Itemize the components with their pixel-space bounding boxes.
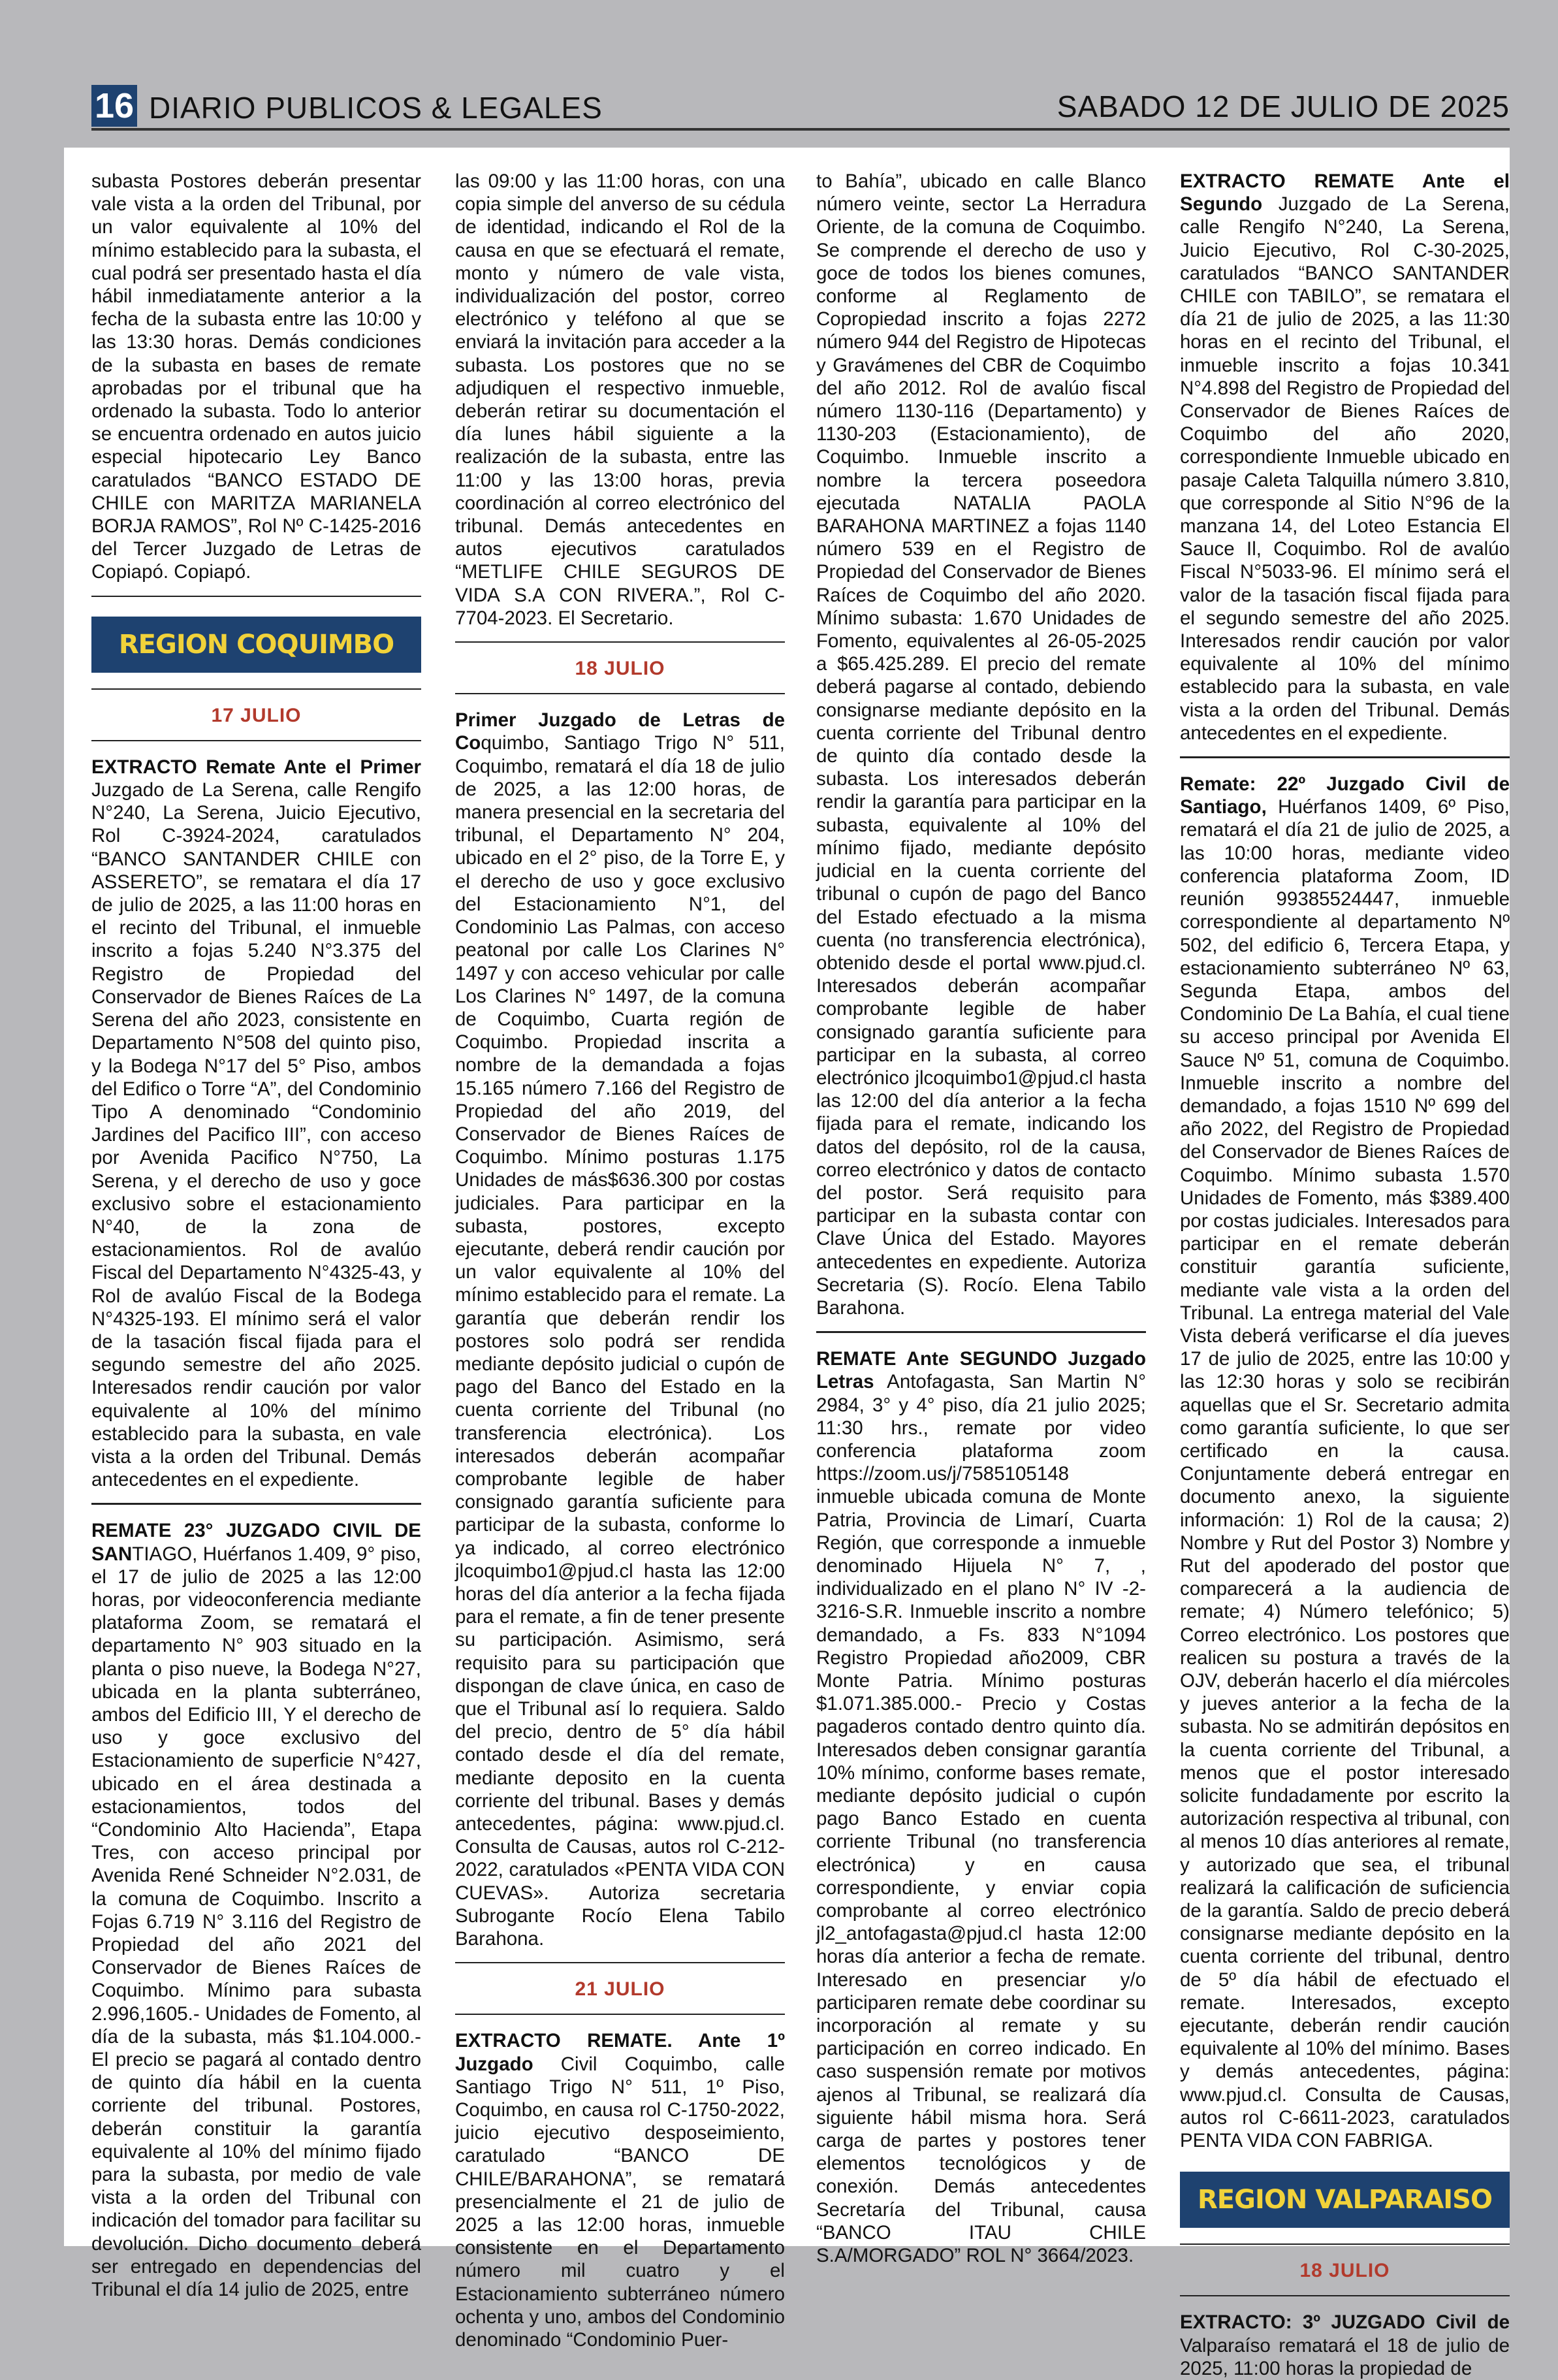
divider	[91, 740, 421, 741]
notice-lead: EXTRACTO REMATE Ante el Segundo	[1180, 170, 1510, 216]
notice-text	[455, 709, 785, 1950]
notice-body: Antofagasta, San Martin N° 2984, 3° y 4° piso, día 21 julio 2025; 11:30 hrs., remate por video conferencia plataforma zoom https://zoom.us/j/7585105148 inmueble ubicada comuna de Monte Patria, Provincia de Limarí, Cuarta Región, que corresponde a inmueble denominado Hijuela N° 7, , individualizado en el plano N° IV -2-3216-S.R. Inmueble inscrito a nombre demandado, a Fs. 833 N°1094 Registro Propiedad año2009, CBR Monte Patria. Mínimo posturas $1.071.385.000.- Precio y Costas pagaderos contado dentro quinto día. Interesados deben consignar garantía 10% mínimo, conforme bases remate, mediante depósito judicial o cupón pago Banco Estado en cuenta corriente Tribunal (no transferencia electrónica) y en causa correspondiente, y enviar copia comprobante al correo electrónico jl2_antofagasta@pjud.cl hasta 12:00 horas día anterior a fecha de remate. Interesado en presenciar y/o participaren remate debe coordinar su incorporación al remate y su participación en correo indicado. En caso suspensión remate por motivos ajenos al Tribunal, se realizará día siguiente hábil misma hora. Será carga de partes y postores tener elementos tecnológicos y de conexión. Demás antecedentes Secretaría del Tribunal, causa “BANCO ITAU CHILE S.A/MORGADO” ROL N° 3664/2023.	[816, 1371, 1146, 2267]
notice-text	[91, 1519, 421, 2301]
publication-date: SABADO 12 DE JULIO DE 2025	[1057, 89, 1510, 123]
notice-lead: EXTRACTO: 3º JUZGADO Civil de	[1180, 2311, 1510, 2334]
notice-text	[455, 2029, 785, 2351]
notice-text	[1180, 2311, 1510, 2380]
column-1	[91, 170, 421, 2301]
divider	[455, 1962, 785, 1963]
column-3	[816, 170, 1146, 2267]
notice-text	[1180, 170, 1510, 745]
notice-body: Juzgado de La Serena, calle Rengifo N°240, La Serena, Juicio Ejecutivo, Rol C-30-2025, caratulados “BANCO SANTANDER CHILE con TABILO”, se rematara el día 21 de julio de 2025, a las 11:30 horas en el recinto del Tribunal, el inmueble inscrito a fojas 10.341 N°4.898 del Registro de Propiedad del Conservador de Bienes Raíces de Coquimbo del año 2020, correspondiente Inmueble ubicado en pasaje Caleta Talquilla número 3.810, que corresponde al Sitio N°96 de la manzana 14, del Loteo Estancia El Sauce Il, Coquimbo. Rol de avalúo Fiscal N°5033-96. El mínimo será el valor de la tasación fiscal fijada para el segundo semestre del año 2025. Interesados rendir caución por valor equivalente al 10% del mínimo establecido para la subasta, en vale vista a la orden del Tribunal. Demás antecedentes en el expediente.	[1180, 193, 1510, 744]
notice-text: to Bahía”, ubicado en calle Blanco número veinte, sector La Herradura Oriente, de la comuna de Coquimbo. Se comprende el derecho de uso y goce de todos los bienes comunes, conforme al Reglamento de Copropiedad inscrito a fojas 2272 número 944 del Registro de Hipotecas y Gravámenes del CBR de Coquimbo del año 2012. Rol de avalúo fiscal número 1130-116 (Departamento) y 1130-203 (Estacionamiento), de Coquimbo. Inmueble inscrito a nombre la tercera poseedora ejecutada NATALIA PAOLA BARAHONA MARTINEZ a fojas 1140 número 539 en el Registro de Propiedad del Conservador de Bienes Raíces de Coquimbo del año 2020. Mínimo subasta: 1.670 Unidades de Fomento, equivalentes al 26-05-2025 a $65.425.289. El precio del remate deberá pagarse al contado, debiendo consignarse mediante depósito en la cuenta corriente del Tribunal dentro de quinto día contado desde la subasta. Los interesados deberán rendir la garantía para participar en la subasta, equivalente al 10% del mínimo fijado, mediante depósito judicial en la cuenta corriente del tribunal o cupón de pago del Banco del Estado efectuado a la misma cuenta (no transferencia electrónica), obtenido desde el portal www.pjud.cl. Interesados deberán acompañar comprobante legible de haber consignado garantía suficiente para participar en la subasta, al correo electrónico jlcoquimbo1@pjud.cl hasta las 12:00 del día anterior a la fecha fijada para el remate, indicando los datos del depósito, rol de la causa, correo electrónico y datos de contacto del postor. Será requisito para participar en la subasta contar con Clave Única del Estado. Mayores antecedentes en expediente. Autoriza Secretaria (S). Rocío. Elena Tabilo Barahona.	[816, 170, 1146, 1319]
column-2	[455, 170, 785, 2351]
divider	[816, 1331, 1146, 1333]
divider	[91, 688, 421, 690]
notice-body: Huérfanos 1409, 6º Piso, rematará el día 21 de julio de 2025, a las 10:00 horas, mediante video conferencia plataforma Zoom, ID reunión 99385524447, inmueble correspondiente al departamento Nº 502, del edificio 6, Tercera Etapa, y estacionamiento subterráneo Nº 63, Segunda Etapa, ambos del Condominio De La Bahía, el cual tiene su acceso principal por Avenida El Sauce Nº 51, comuna de Coquimbo. Inmueble inscrito a nombre del demandado, a fojas 1510 Nº 699 del año 2022, del Registro de Propiedad del Conservador de Bienes Raíces de Coquimbo. Mínimo subasta 1.570 Unidades de Fomento, más $389.400 por costas judiciales. Interesados para participar en el remate deberán constituir garantía suficiente, mediante vale vista a la orden del Tribunal. La entrega material del Vale Vista deberá verificarse el día jueves 17 de julio de 2025, entre las 10:00 y las 12:30 horas y solo se recibirán aquellas que el Sr. Secretario admita como garantía suficiente, lo que ser certificado en la causa. Conjuntamente deberá entregar en documento anexo, la siguiente información: 1) Rol de la causa; 2) Nombre y Rut del Postor 3) Nombre y Rut del apoderado del postor que comparecerá a la audiencia de remate; 4) Número telefónico; 5) Correo electrónico. Los postores que realicen su postura a través de la OJV, deberán hacerlo el día miércoles y jueves anterior a la fecha de la subasta. No se admitirán depósitos en la cuenta corriente del Tribunal, a menos que el postor interesado solicite fundadamente por escrito la autorización respectiva al tribunal, con al menos 10 días anteriores al remate, y autorizado que sea, el tribunal realizará la calificación de suficiencia de la garantía. Saldo de precio deberá consignarse mediante depósito en la cuenta corriente del tribunal, dentro de 5º día hábil de efectuado el remate. Interesados, excepto ejecutante, deberán rendir caución equivalente al 10% del mínimo. Bases y demás antecedentes, página: www.pjud.cl. Consulta de Causas, autos rol C-6611-2023, caratulados PENTA VIDA CON FABRIGA.	[1180, 796, 1510, 2152]
divider	[455, 693, 785, 694]
divider	[455, 641, 785, 643]
divider	[455, 2014, 785, 2015]
publication-name: DIARIO PUBLICOS & LEGALES	[149, 91, 603, 125]
notice-body: Juzgado de La Serena, calle Rengifo N°240, La Serena, Juicio Ejecutivo, Rol C-3924-2024, caratulados “BANCO SANTANDER CHILE con ASSERETO”, se rematara el día 17 de julio de 2025, a las 11:00 horas en el recinto del Tribunal, el inmueble inscrito a fojas 5.240 N°3.375 del Registro de Propiedad del Conservador de Bienes Raíces de La Serena del año 2023, consistente en Departamento N°508 del quinto piso, y la Bodega N°17 del 5° Piso, ambos del Edifico o Torre “A”, del Condominio Tipo A denominado “Condominio Jardines del Pacifico III”, con acceso por Avenida Pacifico N°750, La Serena, y el derecho de uso y goce exclusivo sobre el estacionamiento N°40, de la zona de estacionamientos. Rol de avalúo Fiscal del Departamento N°4325-43, y Rol de avalúo Fiscal de la Bodega N°4325-193. El mínimo será el valor de la tasación fiscal fijada para el segundo semestre del año 2025. Interesados rendir caución por valor equivalente al 10% del mínimo establecido para la subasta, en vale vista a la orden del Tribunal. Demás antecedentes en el expediente.	[91, 779, 421, 1491]
notice-body: Valparaíso rematará el 18 de julio de 2025, 11:00 horas la propiedad de	[1180, 2334, 1510, 2379]
date-heading: 18 JULIO	[575, 658, 665, 680]
notice-lead: REMATE Ante SEGUNDO Juzgado Letras	[816, 1348, 1146, 1393]
notice-text	[1180, 773, 1510, 2152]
date-heading: 18 JULIO	[1299, 2260, 1390, 2282]
region-banner: REGION VALPARAISO	[1180, 2172, 1510, 2228]
notice-body: quimbo, Santiago Trigo N° 511, Coquimbo, rematará el día 18 de julio de 2025, a las 12:00 horas, de manera presencial en la secretaria del tribunal, el Departamento N° 204, ubicado en el 2° piso, de la Torre E, y el derecho de uso y goce exclusivo del Estacionamiento N°1, del Condominio Las Palmas, con acceso peatonal por calle Los Clarines N° 1497 y con acceso vehicular por calle Los Clarines N° 1497, de la comuna de Coquimbo, Cuarta región de Coquimbo. Propiedad inscrita a nombre de la demandada a fojas 15.165 número 7.166 del Registro de Propiedad del año 2019, del Conservador de Bienes Raíces de Coquimbo. Mínimo posturas 1.175 Unidades de más$636.300 por costas judiciales. Para participar en la subasta, postores, excepto ejecutante, deberá rendir caución por un valor equivalente al 10% del mínimo establecido para el remate. La garantía que deberán rendir los postores solo podrá ser rendida mediante depósito judicial o cupón de pago del Banco del Estado en la cuenta corriente del Tribunal (no transferencia electrónica). Los interesados deberán acompañar comprobante legible de haber consignado garantía suficiente para participar de la subasta, conforme lo ya indicado, al correo electrónico jlcoquimbo1@pjud.cl hasta las 12:00 horas del día anterior a la fecha fijada para el remate, a fin de tener presente su participación. Asimismo, será requisito para su participación que dispongan de clave única, en caso de que el Tribunal así lo requiera. Saldo del precio, dentro de 5° día hábil contado desde el día del remate, mediante deposito en la cuenta corriente del tribunal. Bases y demás antecedentes, página: www.pjud.cl. Consulta de Causas, autos rol C-212-2022, caratulados «PENTA VIDA CON CUEVAS». Autoriza secretaria Subrogante Rocío Elena Tabilo Barahona.	[455, 732, 785, 1950]
divider	[91, 1503, 421, 1505]
notice-text: subasta Postores deberán presentar vale vista a la orden del Tribunal, por un valor equivalente al 10% del mínimo establecido para la subasta, el cual podrá ser presentado hasta el día hábil inmediatamente anterior a la fecha de la subasta entre las 10:00 y las 13:30 horas. Demás condiciones de la subasta en bases de remate aprobadas por el tribunal que ha ordenado la subasta. Todo lo anterior se encuentra ordenado en autos juicio especial hipotecario Ley Banco caratulados “BANCO ESTADO DE CHILE con MARITZA MARIANELA BORJA RAMOS”, Rol Nº C-1425-2016 del Tercer Juzgado de Letras de Copiapó. Copiapó.	[91, 170, 421, 583]
notice-body: TIAGO, Huérfanos 1.409, 9° piso, el 17 de julio de 2025 a las 12:00 horas, por videoconferencia mediante plataforma Zoom, se rematará el departamento N° 903 situado en la planta o piso nueve, la Bodega N°27, ubicada en la planta subterráneo, ambos del Edificio III, Y el derecho de uso y goce exclusivo del Estacionamiento de superficie N°427, ubicado en el área destinada a estacionamientos, todos del “Condominio Alto Hacienda”, Etapa Tres, con acceso principal por Avenida René Schneider N°2.031, de la comuna de Coquimbo. Inscrito a Fojas 6.719 N° 3.116 del Registro de Propiedad del año 2021 del Conservador de Bienes Raíces de Coquimbo. Mínimo para subasta 2.996,1605.- Unidades de Fomento, al día de la subasta, más $1.104.000.- El precio se pagará al contado dentro de quinto día hábil en la cuenta corriente del tribunal. Postores, deberán constituir la garantía equivalente al 10% del mínimo fijado para la subasta, por medio de vale vista a la orden del Tribunal con indicación del tomador para facilitar su devolución. Dicho documento deberá ser entregado en dependencias del Tribunal el día 14 julio de 2025, entre	[91, 1543, 421, 2301]
date-heading: 17 JULIO	[211, 704, 302, 726]
notice-text: las 09:00 y las 11:00 horas, con una copia simple del anverso de su cédula de identidad, indicando el Rol de la causa en que se efectuará el remate, monto y número de vale vista, individualización del postor, correo electrónico y teléfono al que se enviará la invitación para acceder a la subasta. Los postores que no se adjudiquen el respectivo inmueble, deberán retirar su documentación el día lunes hábil siguiente a la realización de la subasta, entre las 11:00 y las 13:00 horas, previa coordinación al correo electrónico del tribunal. Demás antecedentes en autos ejecutivos caratulados “METLIFE CHILE SEGUROS DE VIDA S.A CON RIVERA.”, Rol C-7704-2023. El Secretario.	[455, 170, 785, 629]
notice-lead: REMATE 23° JUZGADO CIVIL DE SAN	[91, 1520, 421, 1565]
notice-lead: EXTRACTO Remate Ante el Primer	[91, 756, 421, 778]
notice-lead: Primer Juzgado de Letras de Co	[455, 709, 785, 754]
column-4	[1180, 170, 1510, 2380]
notice-text	[91, 756, 421, 1492]
divider	[91, 596, 421, 597]
divider	[1180, 2243, 1510, 2245]
notice-body: Civil Coquimbo, calle Santiago Trigo N° 511, 1º Piso, Coquimbo, en causa rol C-1750-2022, juicio ejecutivo desposeimiento, caratulado “BANCO DE CHILE/BARAHONA”, se rematará presencialmente el 21 de julio de 2025 a las 12:00 horas, inmueble consistente en el Departamento número mil cuatro y el Estacionamiento subterráneo número ochenta y uno, ambos del Condominio denominado “Condominio Puer-	[455, 2053, 785, 2351]
divider	[1180, 756, 1510, 758]
region-banner: REGION COQUIMBO	[91, 617, 421, 673]
page-header	[91, 81, 1510, 131]
notice-lead: Remate: 22º Juzgado Civil de Santiago,	[1180, 773, 1510, 818]
date-heading: 21 JULIO	[575, 1978, 665, 2001]
notice-text	[816, 1347, 1146, 2267]
divider	[1180, 2295, 1510, 2296]
notice-lead: EXTRACTO REMATE. Ante 1º Juzgado	[455, 2030, 785, 2075]
page-number: 16	[91, 85, 137, 127]
